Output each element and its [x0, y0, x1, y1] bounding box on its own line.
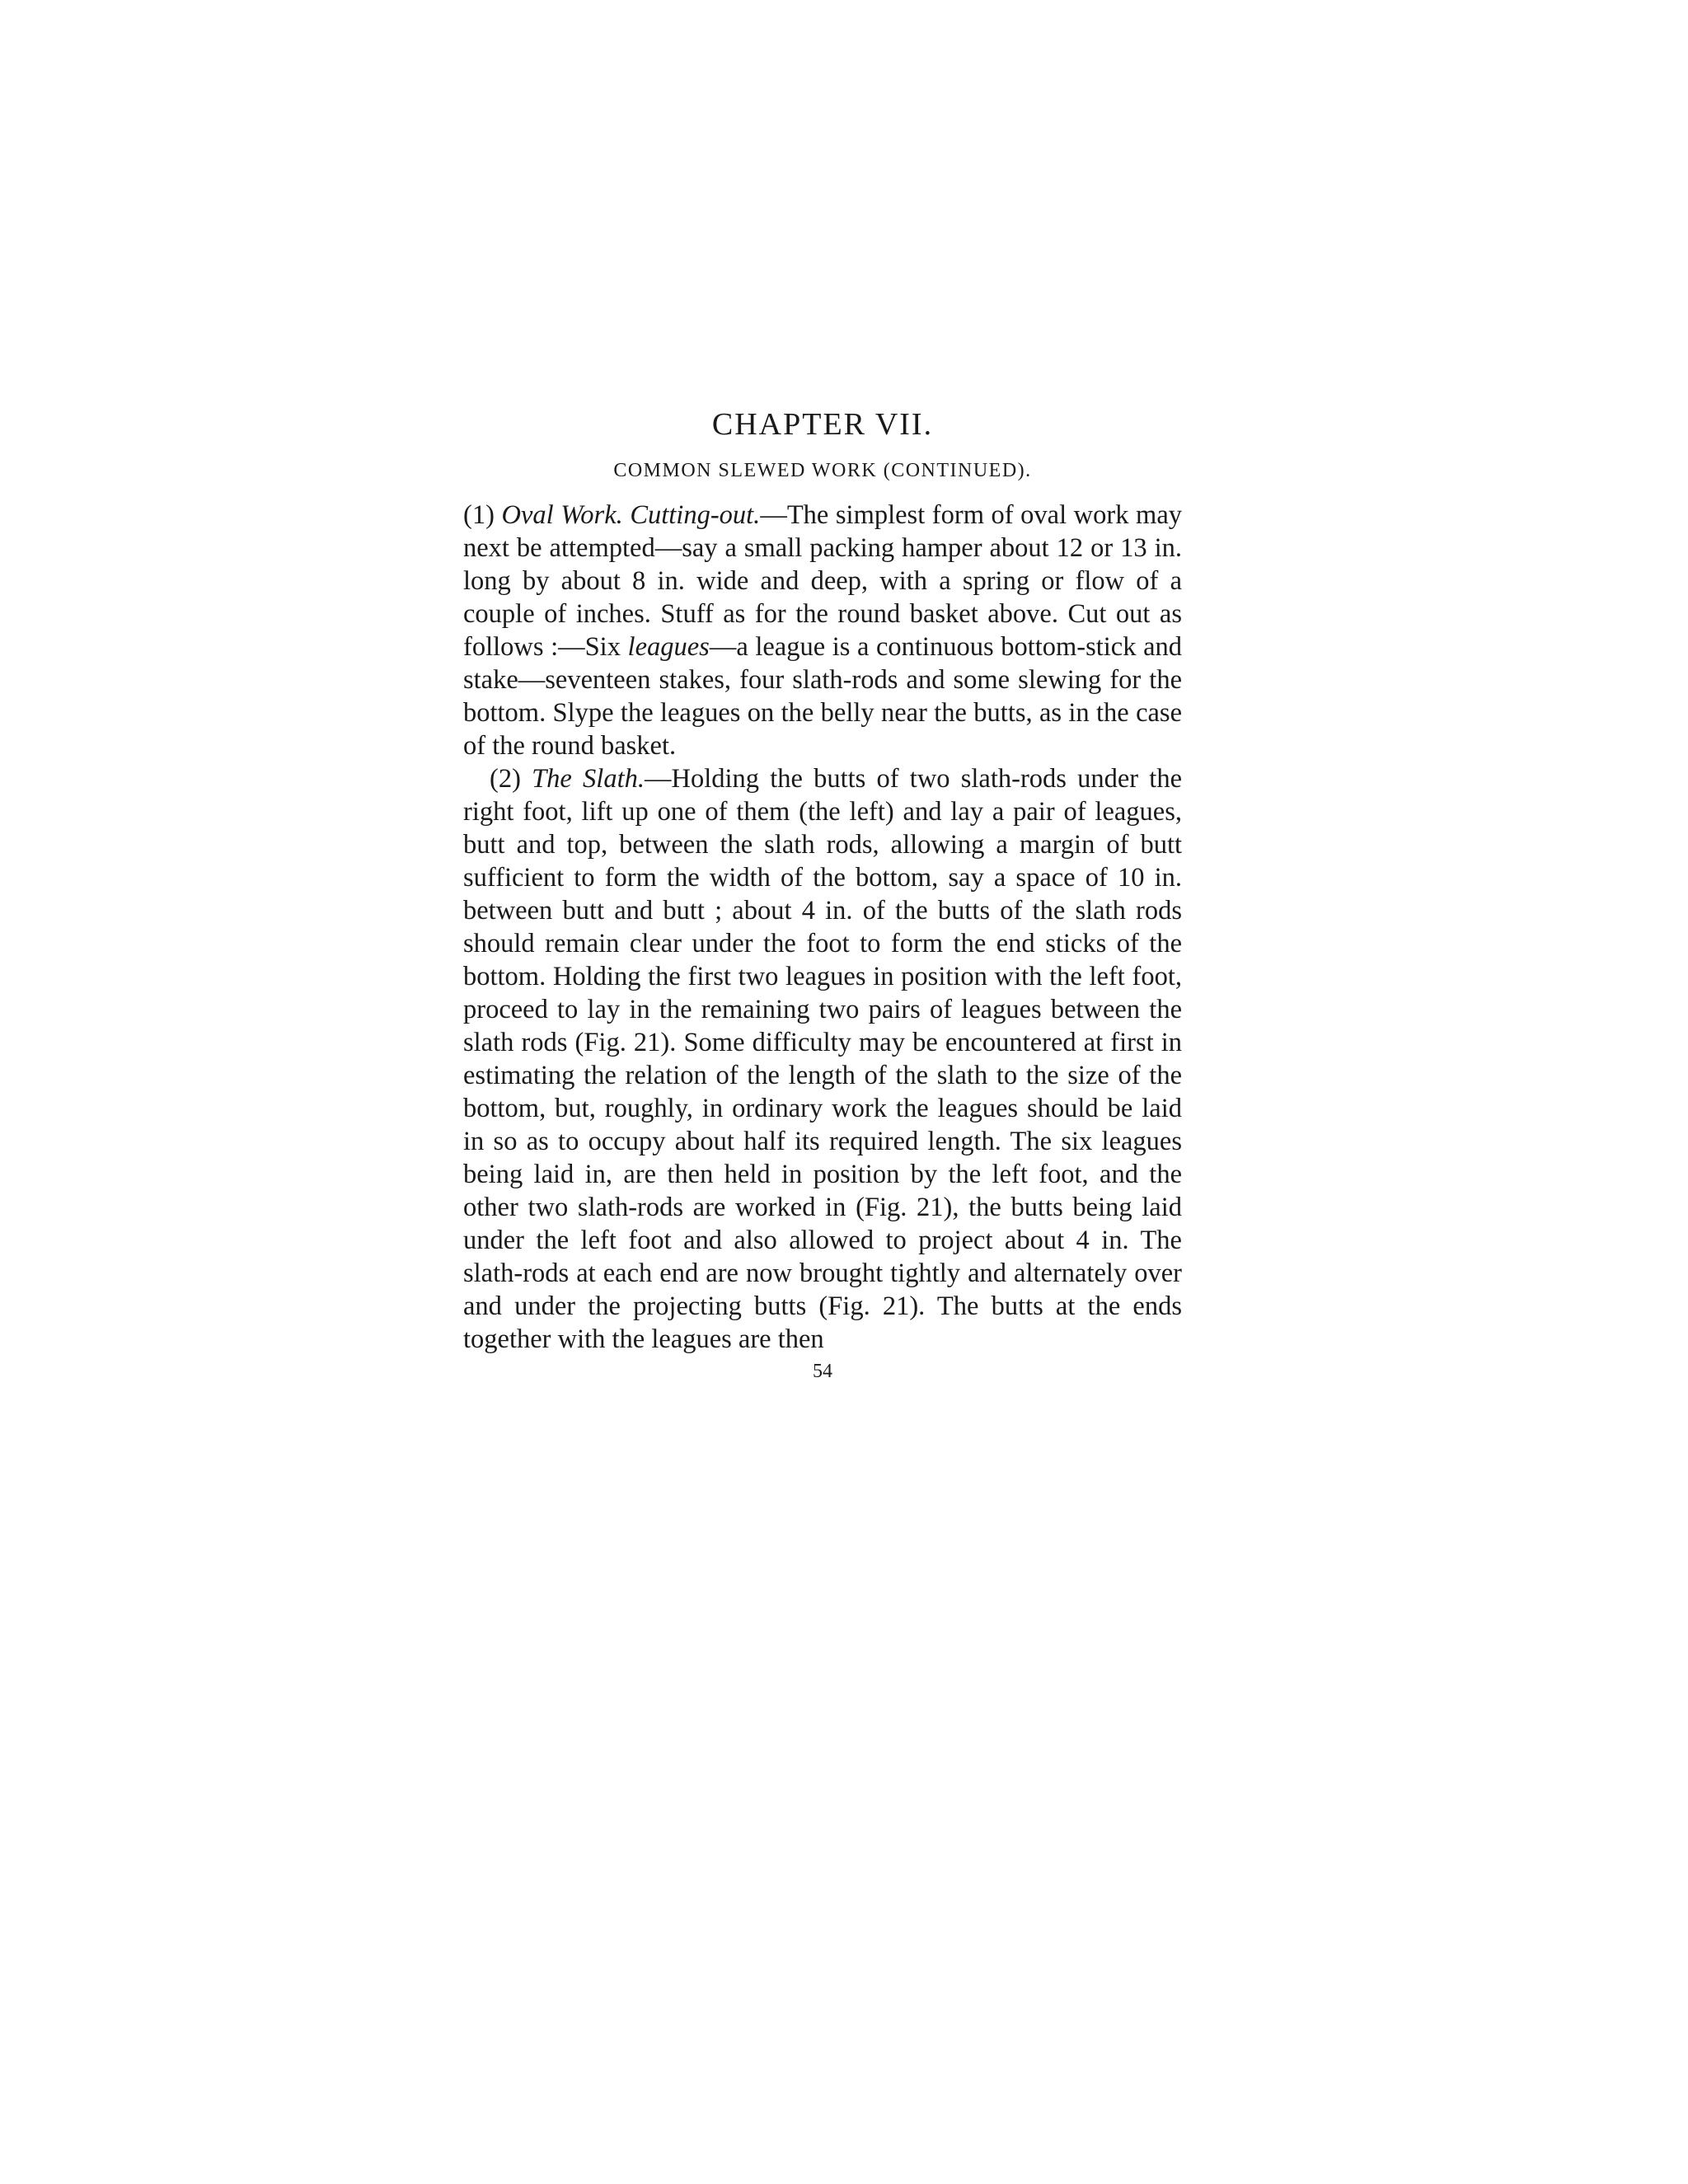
paragraph-the-slath	[463, 762, 1182, 1356]
section-heading: Oval Work.	[501, 500, 623, 530]
body-text	[463, 499, 1182, 1356]
paragraph-number: (2)	[490, 764, 521, 794]
paragraph-oval-work	[463, 499, 1182, 762]
paragraph-text: —Holding the butts of two slath-rods under the right foot, lift up one of them (the left) and lay a pair of leagues, butt and top, between the slath rods, allowing a margin of butt sufficient to form the width of the bottom, say a space of 10 in. between butt and butt ; about 4 in. of the butts of the slath rods should remain clear under the foot to form the end sticks of the bottom. Holding the first two leagues in position with the left foot, proceed to lay in the remaining two pairs of leagues between the slath rods (Fig. 21). Some difficulty may be encountered at first in estimating the relation of the length of the slath to the size of the bottom, but, roughly, in ordinary work the leagues should be laid in so as to occupy about half its required length. The six leagues being laid in, are then held in position by the left foot, and the other two slath-rods are worked in (Fig. 21), the butts being laid under the left foot and also allowed to project about 4 in. The slath-rods at each end are now brought tightly and alternately over and under the projecting butts (Fig. 21). The butts at the ends together with the leagues are then	[463, 764, 1183, 1354]
italic-term: leagues	[627, 632, 710, 662]
paragraph-number: (1)	[463, 500, 495, 530]
page-number: 54	[813, 1361, 832, 1382]
section-subheading: Cutting-out.	[630, 500, 761, 530]
paragraph-text: —The simplest form of oval work may next be attempted—say a small packing hamper about 12 or 13 in. long by about 8 in. wide and deep, with a spring or flow of a couple of inches. Stuff as for the round basket above. Cut out as follows :—Six	[463, 500, 1182, 662]
section-heading: The Slath.	[532, 764, 645, 794]
chapter-subtitle: COMMON SLEWED WORK (CONTINUED).	[613, 460, 1032, 481]
book-page	[463, 404, 1182, 1383]
paragraph-text-continued: —a league is a continuous bottom-stick and stake—seventeen stakes, four slath-rods and some slewing for the bottom. Slype the leagues on the belly near the butts, as in the case of the round basket.	[463, 632, 1182, 761]
chapter-title: CHAPTER VII.	[711, 407, 934, 442]
